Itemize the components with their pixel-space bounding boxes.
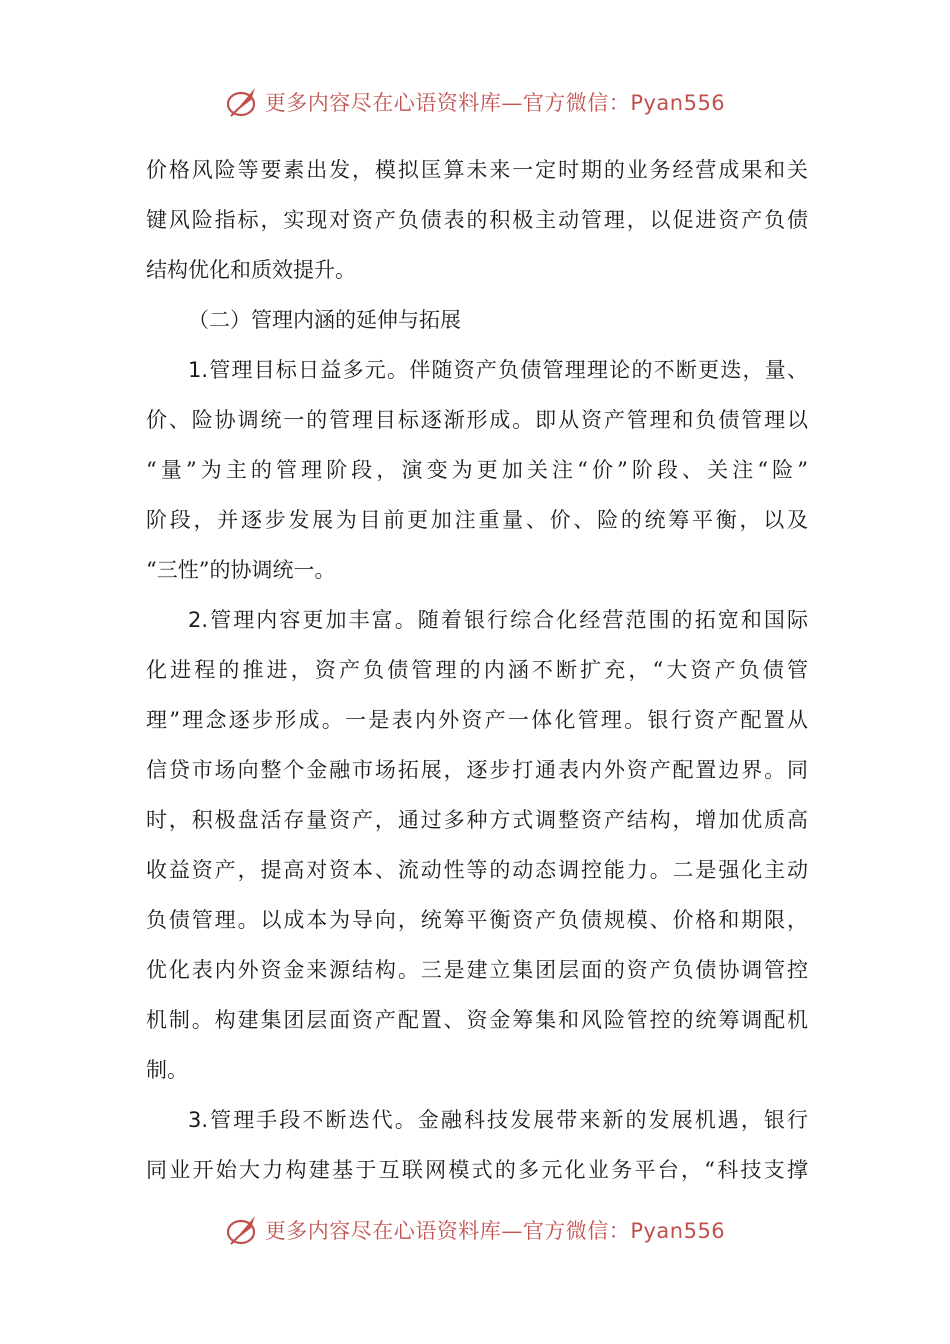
line-text: 同业开始大力构建基于互联网模式的多元化业务平台，“科技支撑 xyxy=(146,1158,808,1182)
text-line xyxy=(146,795,808,845)
text-line xyxy=(146,895,808,945)
line-text: 理”理念逐步形成。一是表内外资产一体化管理。银行资产配置从 xyxy=(146,708,808,732)
text-line xyxy=(146,545,808,595)
watermark-text xyxy=(265,1215,725,1245)
list-number: 1. xyxy=(188,358,209,382)
watermark-site-text: 更多内容尽在心语资料库 xyxy=(264,1219,502,1243)
line-text: “三性”的协调统一。 xyxy=(146,558,336,582)
line-text: 键风险指标，实现对资产负债表的积极主动管理，以促进资产负债 xyxy=(146,208,808,232)
line-text: 优化表内外资金来源结构。三是建立集团层面的资产负债协调管控 xyxy=(146,958,808,982)
line-text: “量”为主的管理阶段，演变为更加关注“价”阶段、关注“险” xyxy=(146,458,808,482)
document-body xyxy=(146,145,808,1195)
text-line xyxy=(146,495,808,545)
watermark-wechat-id: Pyan556 xyxy=(630,1219,726,1243)
line-text: 管理内容更加丰富。随着银行综合化经营范围的拓宽和国际 xyxy=(208,608,808,632)
watermark-wechat-label: 官方微信： xyxy=(522,91,631,115)
line-text: 价、险协调统一的管理目标逐渐形成。即从资产管理和负债管理以 xyxy=(146,408,808,432)
text-line xyxy=(146,845,808,895)
line-text: 机制。构建集团层面资产配置、资金筹集和风险管控的统筹调配机 xyxy=(146,1008,808,1032)
line-text: 制。 xyxy=(146,1058,188,1082)
text-line xyxy=(146,195,808,245)
list-number: 2. xyxy=(188,608,209,632)
watermark-site-text: 更多内容尽在心语资料库 xyxy=(264,91,502,115)
line-text: 信贷市场向整个金融市场拓展，逐步打通表内外资产配置边界。同 xyxy=(146,758,808,782)
list-number: 3. xyxy=(188,1108,209,1132)
quill-pen-logo-icon xyxy=(225,1212,261,1248)
watermark-wechat-id: Pyan556 xyxy=(630,91,726,115)
line-text: 结构优化和质效提升。 xyxy=(146,258,356,282)
text-line xyxy=(146,595,808,645)
line-text: 负债管理。以成本为导向，统筹平衡资产负债规模、价格和期限， xyxy=(146,908,808,932)
watermark-text xyxy=(265,87,725,117)
line-text: （二）管理内涵的延伸与拓展 xyxy=(188,308,461,332)
quill-pen-logo-icon xyxy=(225,84,261,120)
footer-watermark xyxy=(0,1210,950,1250)
text-line xyxy=(146,1145,808,1195)
text-line xyxy=(146,445,808,495)
line-text: 管理手段不断迭代。金融科技发展带来新的发展机遇，银行 xyxy=(208,1108,808,1132)
text-line xyxy=(146,145,808,195)
text-line xyxy=(146,995,808,1045)
line-text: 阶段，并逐步发展为目前更加注重量、价、险的统筹平衡，以及 xyxy=(146,508,808,532)
text-line xyxy=(146,1095,808,1145)
line-text: 价格风险等要素出发，模拟匡算未来一定时期的业务经营成果和关 xyxy=(146,158,808,182)
text-line xyxy=(146,245,808,295)
header-watermark xyxy=(0,82,950,122)
text-line xyxy=(146,745,808,795)
watermark-wechat-label: 官方微信： xyxy=(522,1219,631,1243)
text-line xyxy=(146,945,808,995)
text-line xyxy=(146,345,808,395)
line-text: 管理目标日益多元。伴随资产负债管理理论的不断更迭，量、 xyxy=(208,358,808,382)
line-text: 化进程的推进，资产负债管理的内涵不断扩充，“大资产负债管 xyxy=(146,658,808,682)
text-line xyxy=(146,645,808,695)
text-line xyxy=(146,395,808,445)
line-text: 时，积极盘活存量资产，通过多种方式调整资产结构，增加优质高 xyxy=(146,808,808,832)
watermark-dash: — xyxy=(501,91,523,115)
text-line xyxy=(146,295,808,345)
text-line xyxy=(146,695,808,745)
watermark-dash: — xyxy=(501,1219,523,1243)
text-line xyxy=(146,1045,808,1095)
line-text: 收益资产，提高对资本、流动性等的动态调控能力。二是强化主动 xyxy=(146,858,808,882)
